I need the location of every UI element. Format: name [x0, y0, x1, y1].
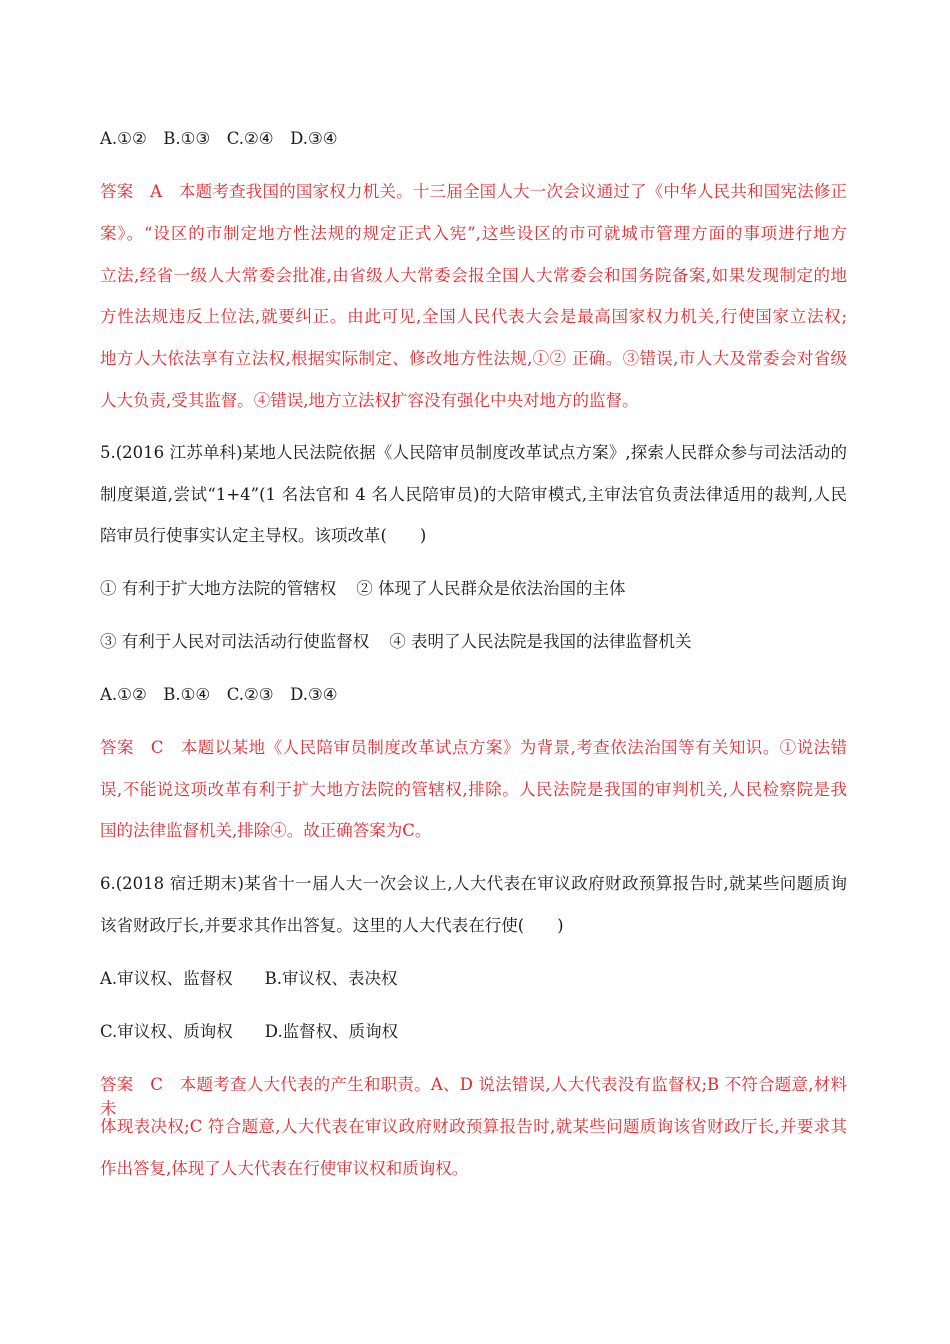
q6-options-row — [100, 1020, 398, 1044]
q4-answer-line: 案》。“设区的市制定地方性法规的规定正式入宪”,这些设区的市可就城市管理方面的事项进行地方 — [100, 224, 847, 243]
q6-option-c: C.审议权、质询权 — [100, 1022, 233, 1041]
q4-answer-line: 地方人大依法享有立法权,根据实际制定、修改地方性法规,①② 正确。③错误,市人大及常委会对省级 — [100, 349, 847, 368]
q5-statement-2: ② 体现了人民群众是依法治国的主体 — [356, 579, 626, 598]
q4-answer-line: 方性法规违反上位法,就要纠正。由此可见,全国人民代表大会是最高国家权力机关,行使国家立法权; — [100, 307, 847, 326]
q6-option-b: B.审议权、表决权 — [264, 969, 398, 988]
q5-stem-line: 5.(2016 江苏单科)某地人民法院依据《人民陪审员制度改革试点方案》,探索人民群众参与司法活动的 — [100, 443, 847, 462]
q4-answer-line: 立法,经省一级人大常委会批准,由省级人大常委会报全国人大常委会和国务院备案,如果发现制定的地 — [100, 266, 847, 285]
q5-statement-1: ① 有利于扩大地方法院的管辖权 — [100, 579, 337, 598]
q6-option-a: A.审议权、监督权 — [100, 969, 233, 988]
q6-stem-line: 该省财政厅长,并要求其作出答复。这里的人大代表在行使( ) — [100, 916, 564, 935]
q6-answer-line: 体现表决权;C 符合题意,人大代表在审议政府财政预算报告时,就某些问题质询该省财政厅长,并要求其 — [100, 1117, 847, 1136]
q6-option-d: D.监督权、质询权 — [264, 1022, 399, 1041]
q5-statement-3: ③ 有利于人民对司法活动行使监督权 — [100, 632, 370, 651]
q5-answer-line: 答案 C 本题以某地《人民陪审员制度改革试点方案》为背景,考查依法治国等有关知识。①说法错 — [100, 738, 847, 757]
q6-answer-line: 答案 C 本题考查人大代表的产生和职责。A、D 说法错误,人大代表没有监督权;B 不符合题意,材料未 — [100, 1075, 847, 1118]
q4-answer-line: 人大负责,受其监督。④错误,地方立法权扩容没有强化中央对地方的监督。 — [100, 391, 639, 410]
q6-options-row — [100, 967, 398, 991]
q5-options: A.①② B.①④ C.②③ D.③④ — [100, 685, 338, 704]
q5-statements-row — [100, 630, 692, 654]
q4-options: A.①② B.①③ C.②④ D.③④ — [100, 129, 338, 148]
q5-statement-4: ④ 表明了人民法院是我国的法律监督机关 — [389, 632, 692, 651]
q5-answer-line: 误,不能说这项改革有利于扩大地方法院的管辖权,排除。人民法院是我国的审判机关,人民检察院是我 — [100, 780, 847, 799]
q5-stem-line: 制度渠道,尝试“1+4”(1 名法官和 4 名人民陪审员)的大陪审模式,主审法官负责法律适用的裁判,人民 — [100, 485, 847, 504]
q5-answer-line: 国的法律监督机关,排除④。故正确答案为C。 — [100, 821, 432, 840]
q5-statements-row — [100, 577, 626, 601]
q6-stem-line: 6.(2018 宿迁期末)某省十一届人大一次会议上,人大代表在审议政府财政预算报告时,就某些问题质询 — [100, 874, 847, 893]
q5-stem-line: 陪审员行使事实认定主导权。该项改革( ) — [100, 526, 427, 545]
q6-answer-line: 作出答复,体现了人大代表在行使审议权和质询权。 — [100, 1159, 469, 1178]
q4-answer-line: 答案 A 本题考查我国的国家权力机关。十三届全国人大一次会议通过了《中华人民共和国宪法修正 — [100, 182, 847, 201]
